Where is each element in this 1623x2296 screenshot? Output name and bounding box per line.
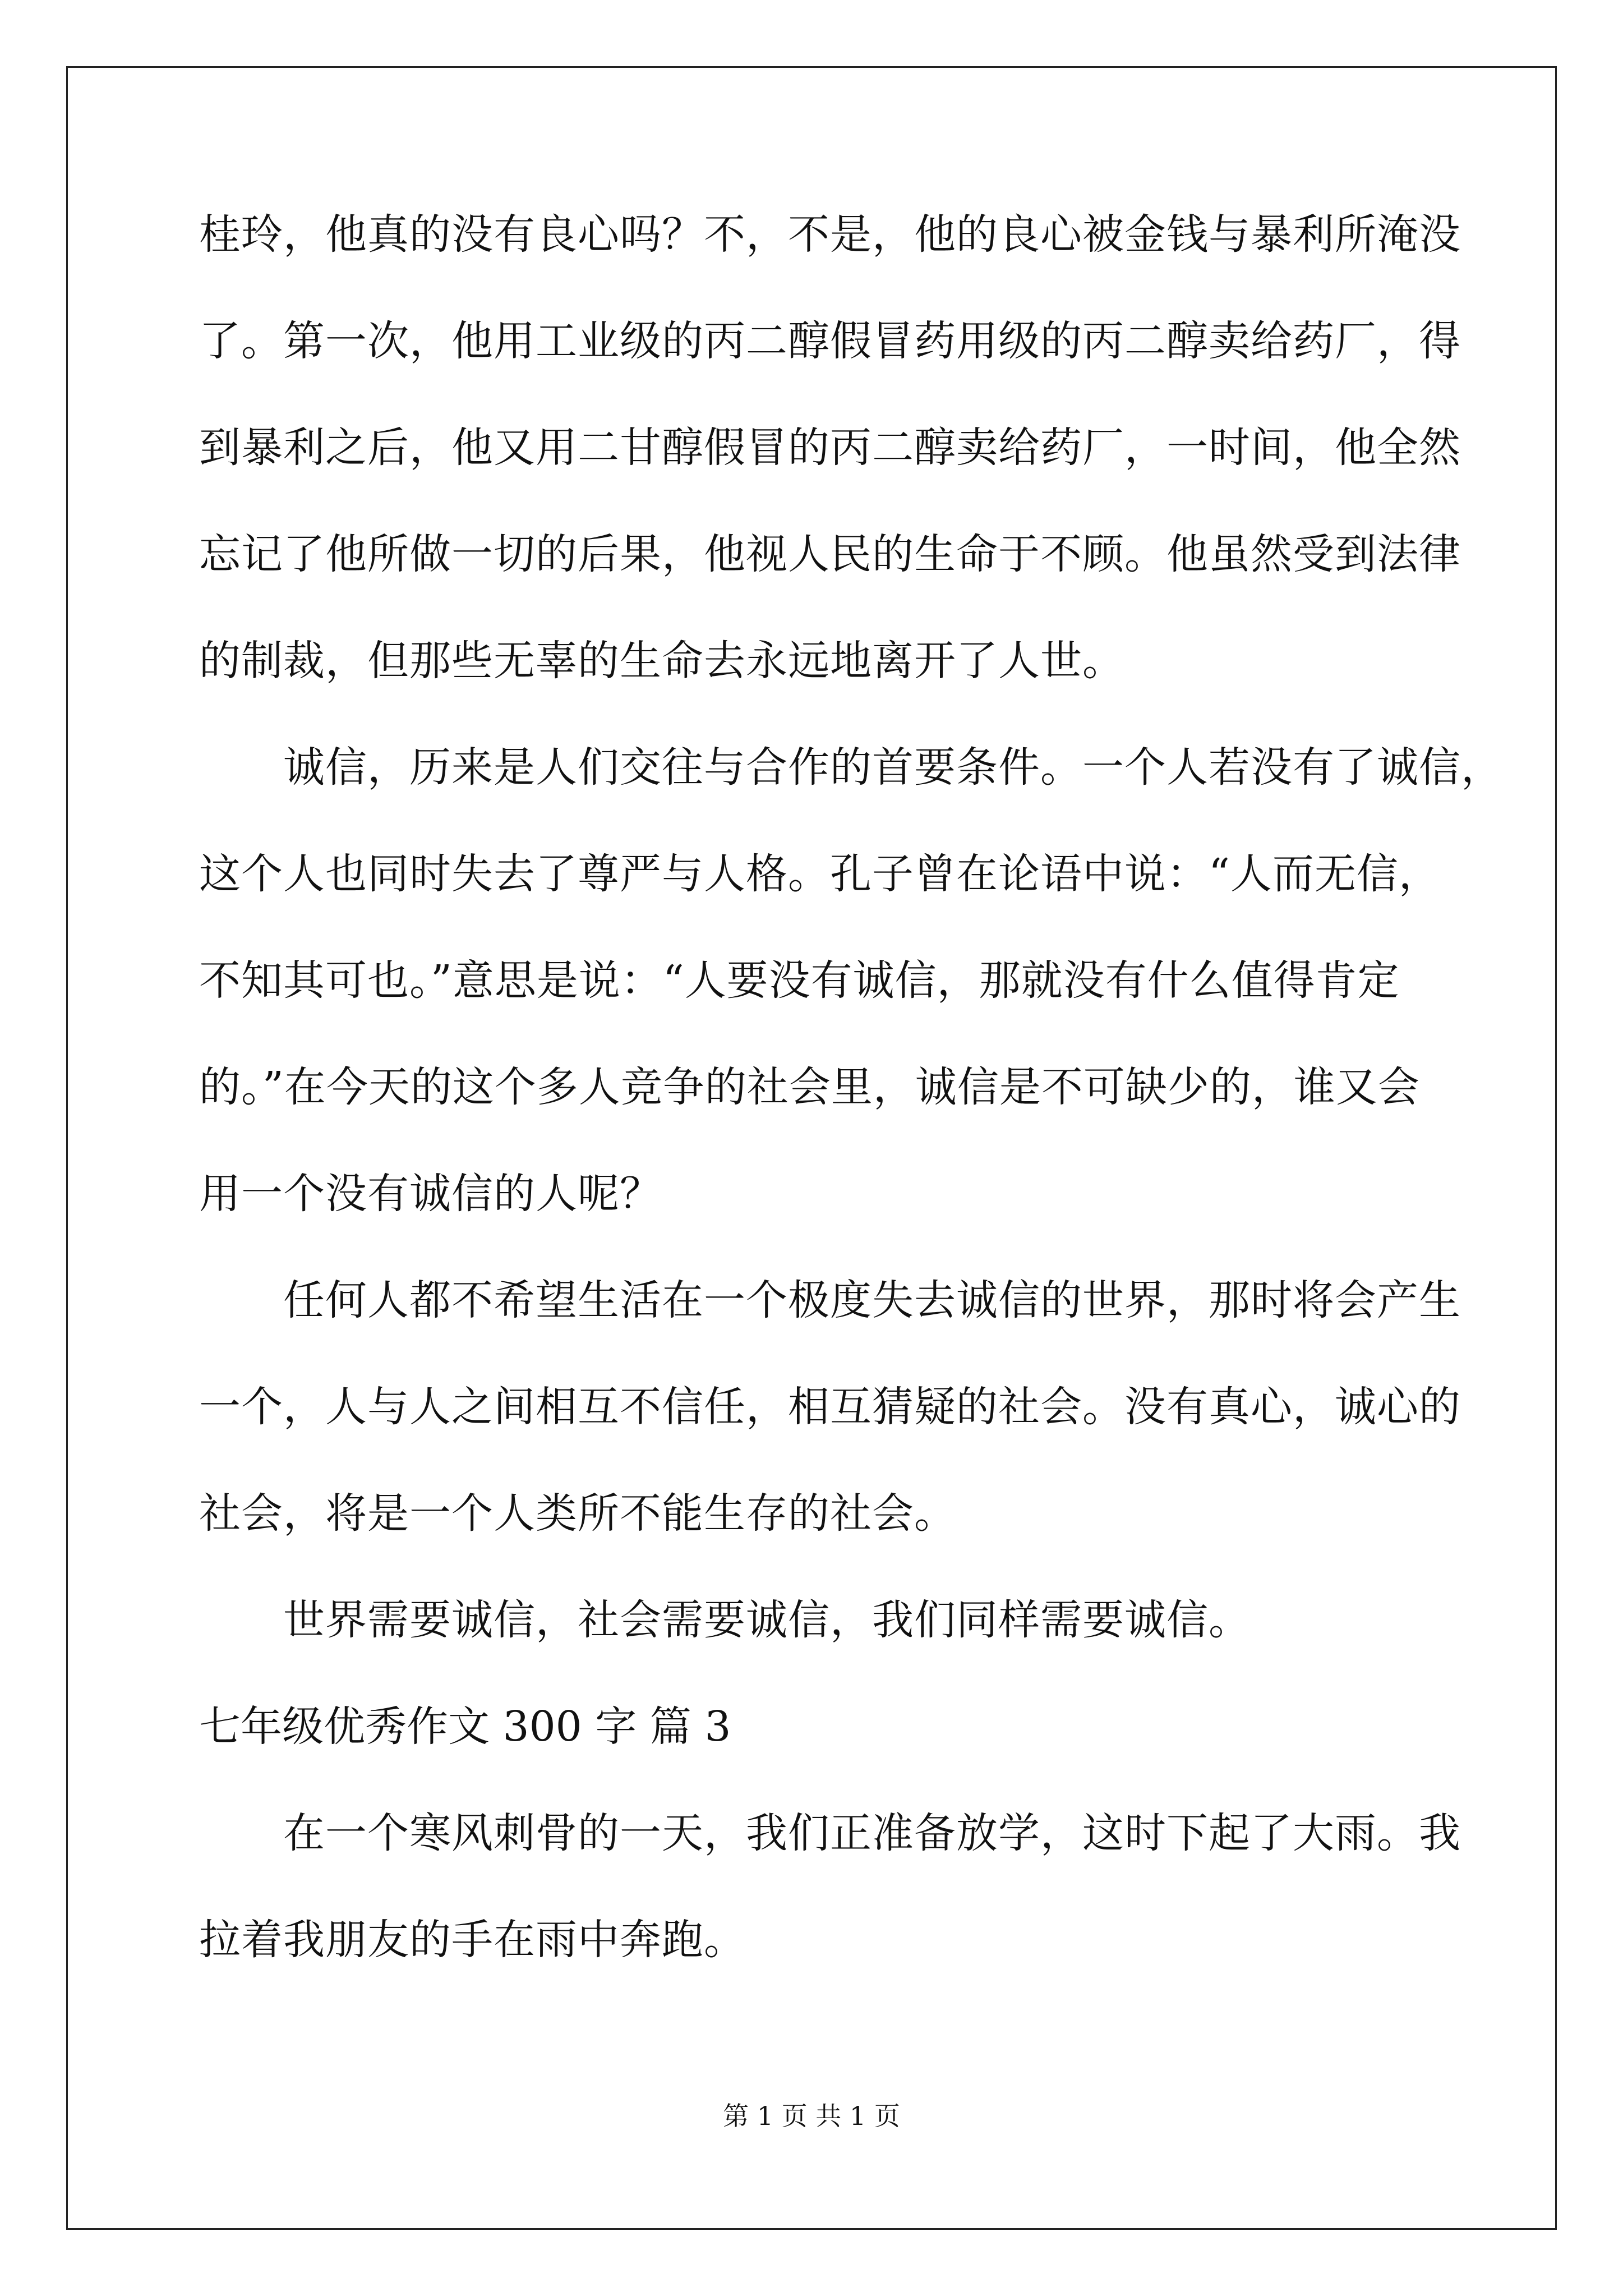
text-line: 在一个寒风刺骨的一天，我们正准备放学，这时下起了大雨。我 — [283, 1809, 1461, 1857]
text-line: 用一个没有诚信的人呢？ — [199, 1170, 662, 1218]
text-line: 诚信，历来是人们交往与合作的首要条件。一个人若没有了诚信， — [283, 743, 1503, 792]
text-line: 桂玲，他真的没有良心吗？不，不是，他的良心被金钱与暴利所淹没 — [199, 210, 1461, 259]
paragraph-1 — [199, 208, 1461, 688]
section-heading: 七年级优秀作文 300 字 篇 3 — [199, 1703, 731, 1751]
paragraph-5 — [199, 1806, 1461, 1967]
text-line: 拉着我朋友的手在雨中奔跑。 — [199, 1916, 746, 1964]
page-number-footer: 第 1 页 共 1 页 — [723, 2101, 900, 2131]
text-line: 一个，人与人之间相互不信任，相互猜疑的社会。没有真心，诚心的 — [199, 1383, 1461, 1431]
text-line: 这个人也同时失去了尊严与人格。孔子曾在论语中说：“人而无信， — [199, 850, 1441, 898]
text-line: 世界需要诚信，社会需要诚信，我们同样需要诚信。 — [283, 1596, 1251, 1644]
text-line: 任何人都不希望生活在一个极度失去诚信的世界，那时将会产生 — [283, 1276, 1461, 1324]
paragraph-2 — [199, 740, 1503, 1221]
text-line: 的制裁，但那些无辜的生命去永远地离开了人世。 — [199, 637, 1124, 685]
text-line: 忘记了他所做一切的后果，他视人民的生命于不顾。他虽然受到法律 — [199, 530, 1461, 578]
document-body — [199, 208, 1503, 2019]
text-line: 了。第一次，他用工业级的丙二醇假冒药用级的丙二醇卖给药厂，得 — [199, 317, 1461, 365]
paragraph-3 — [199, 1273, 1461, 1540]
text-line: 社会，将是一个人类所不能生存的社会。 — [199, 1489, 956, 1538]
paragraph-4 — [199, 1593, 1433, 1647]
text-line: 到暴利之后，他又用二甘醇假冒的丙二醇卖给药厂，一时间，他全然 — [199, 424, 1461, 472]
text-line: 不知其可也。”意思是说：“人要没有诚信，那就没有什么值得肯定 — [199, 956, 1400, 1005]
text-line: 的。”在今天的这个多人竞争的社会里，诚信是不可缺少的，谁又会 — [199, 1063, 1420, 1111]
